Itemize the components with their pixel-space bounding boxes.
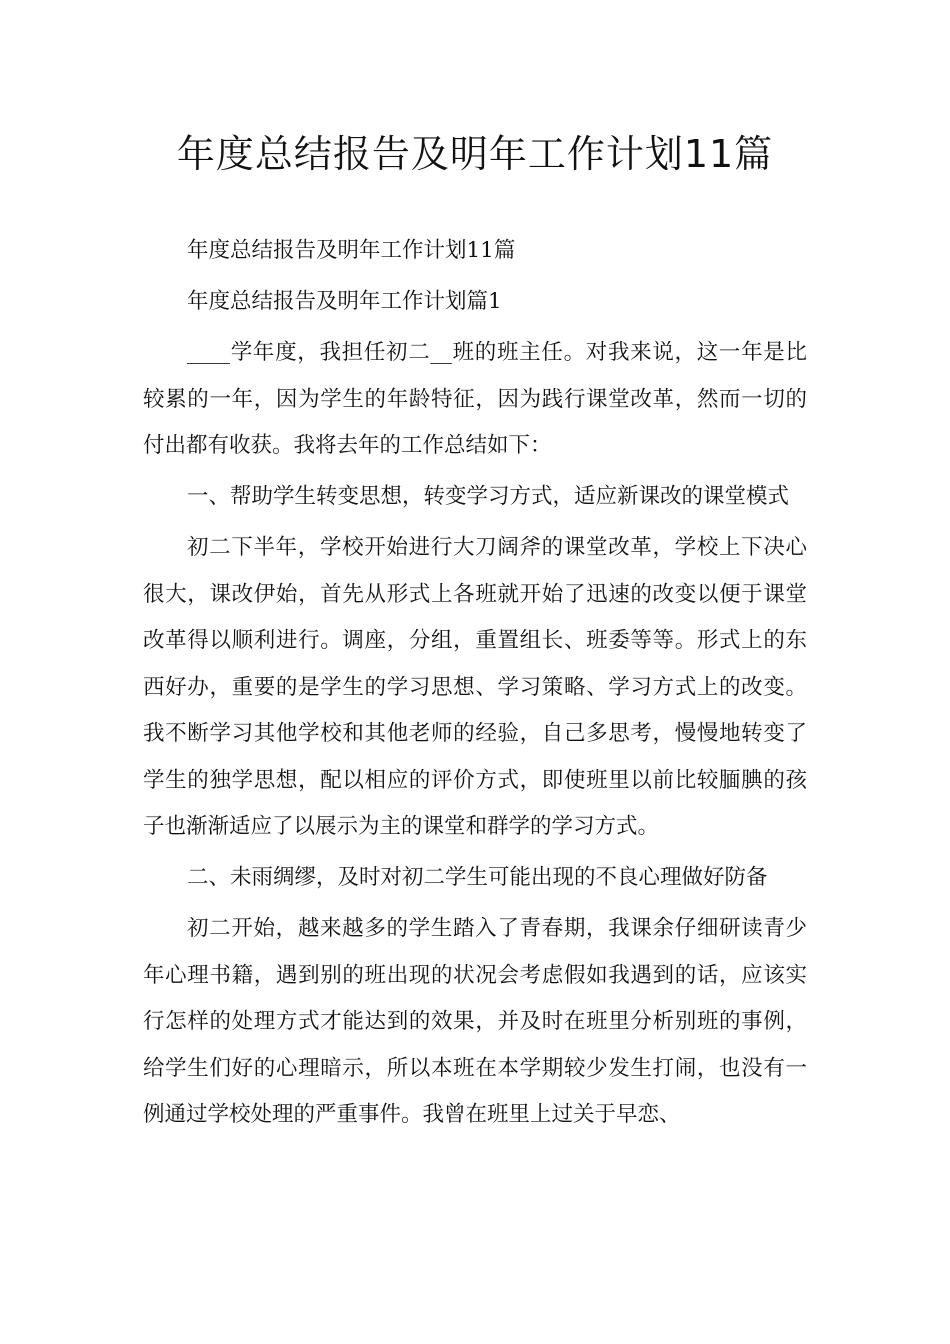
paragraph-heading-one: 一、帮助学生转变思想，转变学习方式，适应新课改的课堂模式 [187, 484, 790, 509]
paragraph-heading-two: 二、未雨绸缪，及时对初二学生可能出现的不良心理做好防备 [187, 865, 768, 890]
document-body [143, 228, 807, 1143]
paragraph-body-two: 初二开始，越来越多的学生踏入了青春期，我课余仔细研读青少年心理书籍，遇到别的班出现的状况会考虑假如我遇到的话，应该实行怎样的处理方式才能达到的效果，并及时在班里分析别班的事例，给学生们好的心理暗示，所以本班在本学期较少发生打闹，也没有一例通过学校处理的严重事件。我曾在班里上过关于早恋、 [143, 916, 807, 1127]
paragraph-section-heading: 年度总结报告及明年工作计划篇1 [187, 289, 502, 314]
paragraph-intro: ____学年度，我担任初二__班的班主任。对我来说，这一年是比较累的一年，因为学生的年龄特征，因为践行课堂改革，然而一切的付出都有收获。我将去年的工作总结如下： [143, 340, 807, 458]
document-title: 年度总结报告及明年工作计划11篇 [176, 132, 774, 176]
paragraph-subtitle: 年度总结报告及明年工作计划11篇 [187, 238, 516, 263]
paragraph-body-one: 初二下半年，学校开始进行大刀阔斧的课堂改革，学校上下决心很大，课改伊始，首先从形式上各班就开始了迅速的改变以便于课堂改革得以顺利进行。调座，分组，重置组长、班委等等。形式上的东西好办，重要的是学生的学习思想、学习策略、学习方式上的改变。我不断学习其他学校和其他老师的经验，自己多思考，慢慢地转变了学生的独学思想，配以相应的评价方式，即使班里以前比较腼腆的孩子也渐渐适应了以展示为主的课堂和群学的学习方式。 [143, 535, 807, 839]
